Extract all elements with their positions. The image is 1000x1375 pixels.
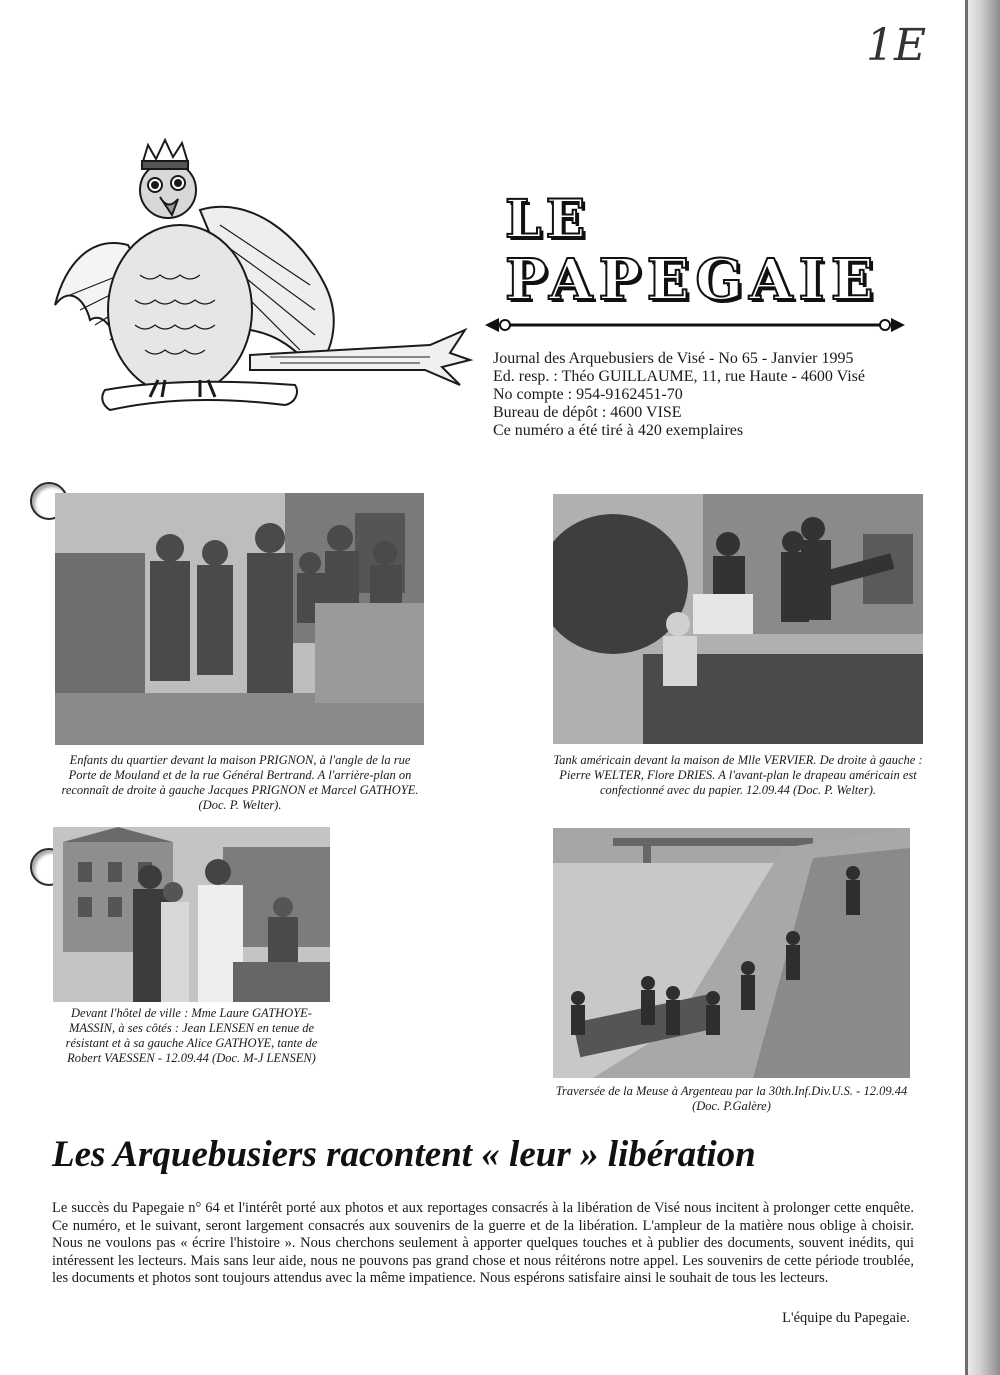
info-editor-line: Ed. resp. : Théo GUILLAUME, 11, rue Haute - 4600 Visé xyxy=(493,368,865,385)
page-edge-shadow xyxy=(968,0,1000,1375)
photo-american-tank xyxy=(553,494,923,744)
masthead-title-line1: LE xyxy=(505,189,590,250)
article-signature: L'équipe du Papegaie. xyxy=(782,1310,910,1326)
masthead-title xyxy=(505,190,885,320)
article-body: Le succès du Papegaie n° 64 et l'intérêt porté aux photos et aux reportages consacrés à la libération de Visé nous incitent à prolonger cette enquête. Ce numéro, et le suivant, seront largement consacrés aux souvenirs de la guerre et de la libération. L'ampleur de la matière nous oblige à choisir. Nous ne voulons pas « écrire l'histoire ». Nous cherchons seulement à apporter quelques touches et à publier des documents, souvent inédits, qui intéressent les lecteurs. Mais sans leur aide, nous ne pouvons pas grand chose et nous réitérons notre appel. Les souvenirs de cette période troublée, les documents et photos sont toujours attendus avec la même impatience. Nous espérons satisfaire ainsi le souhait de tous les lecteurs. xyxy=(52,1200,914,1286)
caption-photo-tank: Tank américain devant la maison de Mlle VERVIER. De droite à gauche : Pierre WELTER, Flore DRIES. A l'avant-plan le drapeau américain est confectionné avec du papier. 12.09.44 (Doc. P. Welter). xyxy=(553,753,923,797)
parrot-illustration xyxy=(50,135,475,445)
publication-info xyxy=(493,350,933,440)
photo-prignon-house xyxy=(55,493,424,745)
caption-photo-prignon: Enfants du quartier devant la maison PRIGNON, à l'angle de la rue Porte de Mouland et de la rue Général Bertrand. A l'arrière-plan on reconnaît de droite à gauche Jacques PRIGNON et Marcel GATHOYE. (Doc. P. Welter). xyxy=(61,753,419,812)
masthead-title-line2: PAPEGAIE xyxy=(505,247,880,313)
info-account-line: No compte : 954-9162451-70 xyxy=(493,386,683,403)
caption-photo-meuse: Traversée de la Meuse à Argenteau par la 30th.Inf.Div.U.S. - 12.09.44 (Doc. P.Galère) xyxy=(555,1084,908,1113)
photo-town-hall xyxy=(53,827,330,1002)
page-number: 1E xyxy=(866,20,927,71)
info-print-run-line: Ce numéro a été tiré à 420 exemplaires xyxy=(493,422,744,439)
info-journal-line: Journal des Arquebusiers de Visé - No 65 - Janvier 1995 xyxy=(493,350,854,367)
caption-photo-town-hall: Devant l'hôtel de ville : Mme Laure GATHOYE-MASSIN, à ses côtés : Jean LENSEN en tenue de résistant et à sa gauche Alice GATHOYE, tante de Robert VAESSEN - 12.09.44 (Doc. M-J LENSEN) xyxy=(65,1006,318,1065)
masthead-rule-ornament xyxy=(485,315,905,335)
photo-meuse-crossing xyxy=(553,828,910,1078)
article-headline: Les Arquebusiers racontent « leur » libération xyxy=(52,1134,756,1175)
masthead xyxy=(485,180,905,335)
info-depot-line: Bureau de dépôt : 4600 VISE xyxy=(493,404,682,421)
